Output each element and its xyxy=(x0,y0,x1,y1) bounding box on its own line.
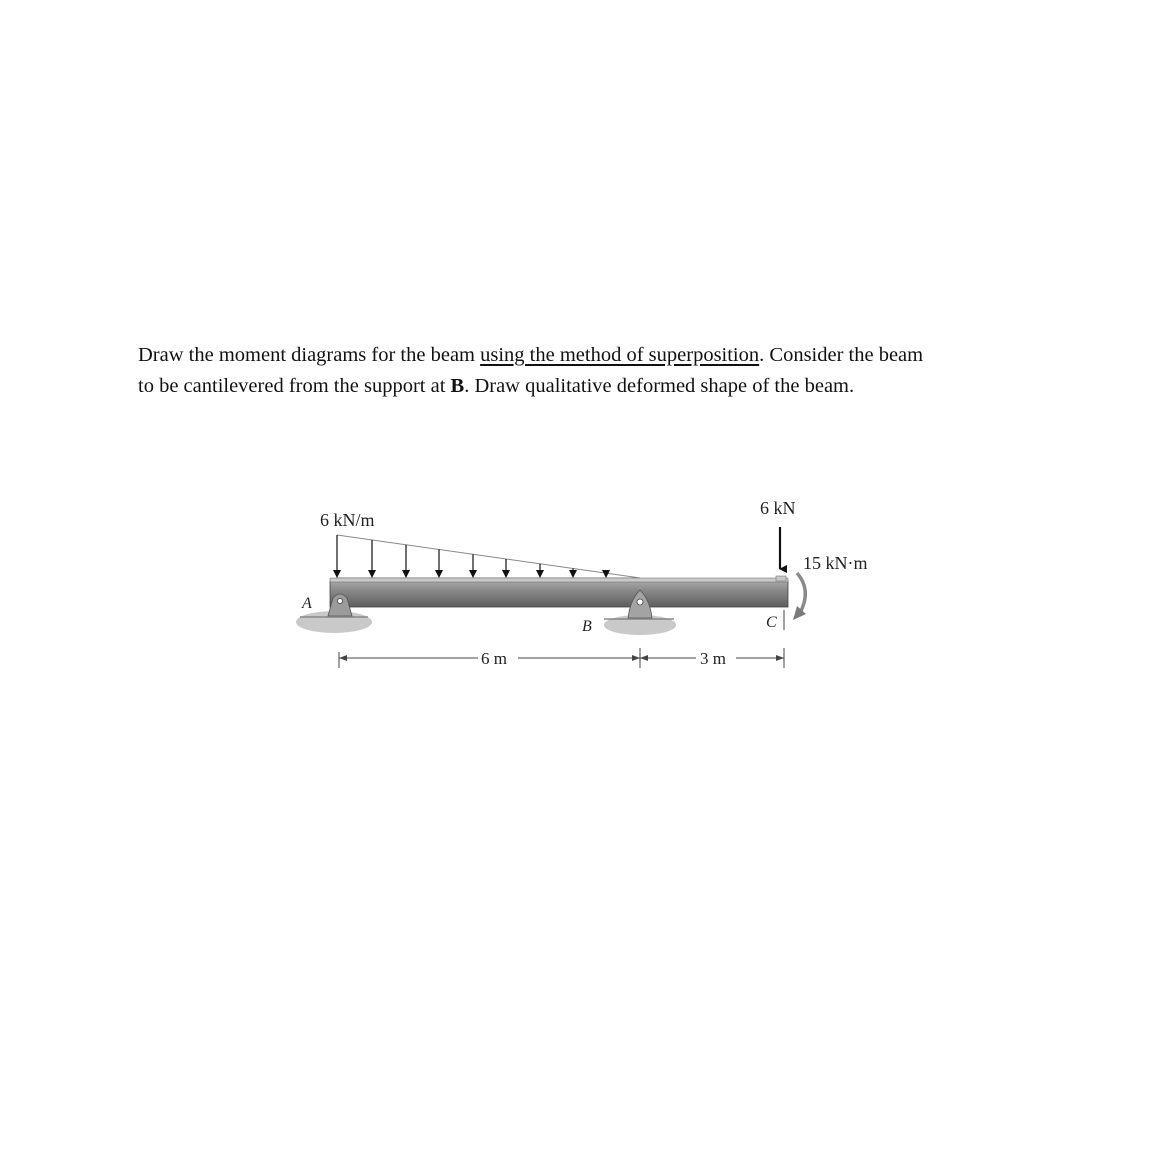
dimension-bc-label: 3 m xyxy=(700,649,726,668)
load-arrow-head xyxy=(368,570,376,578)
beam-end-cap xyxy=(776,576,786,581)
problem-line-2-text: to be cantilevered from the support at xyxy=(138,375,451,397)
support-b-bold-text: B xyxy=(450,375,465,397)
moment-label: 15 kN·m xyxy=(803,553,868,573)
problem-line-2-end: . Draw qualitative deformed shape of the beam. xyxy=(464,375,855,397)
load-arrow-head xyxy=(402,570,410,578)
load-sloped-edge xyxy=(337,535,640,578)
load-arrows xyxy=(333,535,610,578)
pin-b-hole xyxy=(637,599,643,605)
load-arrow-head xyxy=(502,570,510,578)
superposition-underlined-text: using the method of superposition xyxy=(480,344,760,366)
load-arrow-head xyxy=(469,570,477,578)
load-arrow-head xyxy=(333,570,341,578)
problem-line-1-end: . Consider the beam xyxy=(759,344,924,366)
beam-body xyxy=(330,581,788,607)
load-arrow-head xyxy=(569,570,577,578)
point-a-label: A xyxy=(302,595,312,612)
problem-line-1-text: Draw the moment diagrams for the beam xyxy=(138,344,481,366)
distributed-load-label: 6 kN/m xyxy=(320,510,375,530)
beam xyxy=(330,576,788,607)
load-arrow-head xyxy=(536,570,544,578)
dim-arrow-a xyxy=(339,655,347,661)
dim-arrow-b-left xyxy=(632,655,640,661)
dim-arrow-b-right xyxy=(640,655,648,661)
dimension-ab-label: 6 m xyxy=(481,649,507,668)
point-c-label: C xyxy=(766,614,777,631)
point-load-label: 6 kN xyxy=(760,498,796,518)
beam-top-face xyxy=(330,578,788,582)
dim-arrow-c xyxy=(776,655,784,661)
moment-arc xyxy=(797,573,805,613)
couple-moment-c xyxy=(793,573,806,620)
load-arrow-head xyxy=(435,570,443,578)
triangular-distributed-load xyxy=(333,535,640,578)
point-b-label: B xyxy=(582,618,592,635)
pin-a-hole xyxy=(337,598,342,603)
